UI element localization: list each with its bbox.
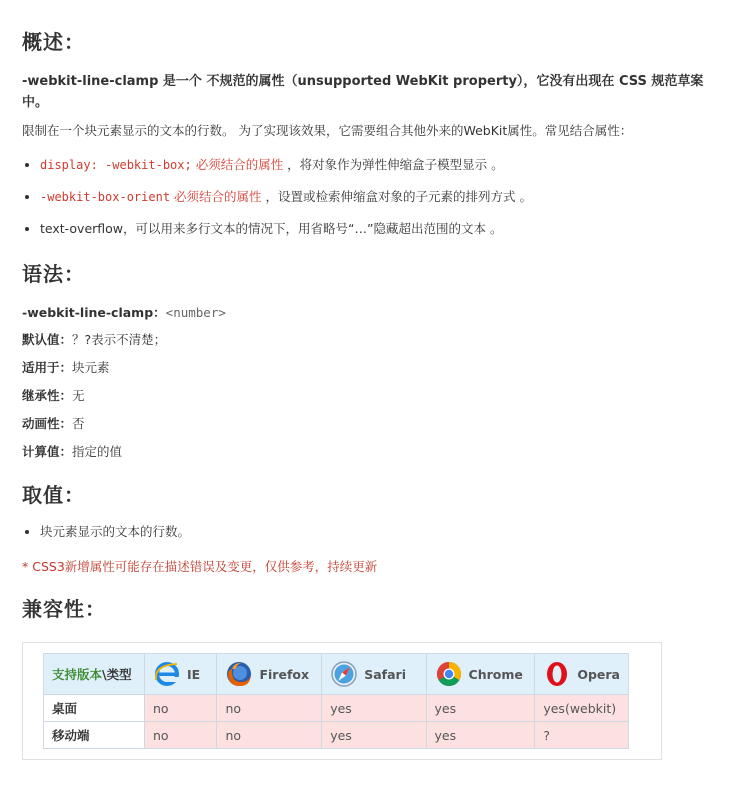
overview-list <box>22 149 722 244</box>
row-label: 适用于： <box>22 360 73 375</box>
table-header-row <box>44 654 629 695</box>
required-note: 必须结合的属性 <box>191 157 288 172</box>
table-cell: yes <box>426 722 535 749</box>
values-heading: 取值： <box>22 483 85 507</box>
header-version-type <box>44 654 145 695</box>
row-value: 否 <box>72 416 85 431</box>
table-row <box>44 695 629 722</box>
computed-value-row <box>22 443 722 461</box>
table-cell: yes <box>322 722 426 749</box>
browser-name: Firefox <box>259 666 310 682</box>
row-label: 动画性： <box>22 416 73 431</box>
row-value: ？?表示不清楚； <box>72 332 167 347</box>
item-text: ，将对象作为弹性伸缩盒子模型显示 。 <box>287 157 504 172</box>
table-cell: yes <box>322 695 426 722</box>
row-value: 指定的值 <box>72 444 123 459</box>
compat-table <box>43 653 629 749</box>
opera-icon <box>543 660 571 688</box>
code-snippet: -webkit-box-orient <box>40 190 171 204</box>
table-cell: ? <box>535 722 629 749</box>
overview-lead: -webkit-line-clamp 是一个 不规范的属性（unsupported WebKit property），它没有出现在 CSS 规范草案中。 <box>22 74 704 110</box>
safari-icon <box>330 660 358 688</box>
overview-heading: 概述： <box>22 30 85 54</box>
overview-desc: 限制在一个块元素显示的文本的行数。 为了实现该效果，它需要组合其他外来的WebKit属性。常见结合属性： <box>22 123 633 138</box>
browser-name: Opera <box>577 666 620 682</box>
table-cell: yes(webkit) <box>535 695 629 722</box>
header-ie <box>144 654 217 695</box>
row-label: 继承性： <box>22 388 73 403</box>
syntax-line <box>22 303 722 321</box>
browser-name: IE <box>186 666 201 682</box>
header-type: \类型 <box>102 667 132 682</box>
item-text: ，设置或检索伸缩盒对象的子元素的排列方式 。 <box>265 189 532 204</box>
browser-name: Chrome <box>468 666 523 682</box>
code-snippet: display: -webkit-box; <box>40 158 192 172</box>
table-cell: no <box>144 722 217 749</box>
list-item <box>40 213 722 244</box>
syntax-property: -webkit-line-clamp： <box>22 305 166 320</box>
row-value: 块元素 <box>72 360 110 375</box>
ie-icon <box>153 660 181 688</box>
item-text: text-overflow，可以用来多行文本的情况下，用省略号“…”隐藏超出范围的文本 。 <box>40 221 503 236</box>
row-label: 计算值： <box>22 444 73 459</box>
inherited-row <box>22 387 722 405</box>
update-note: * CSS3新增属性可能存在描述错误及变更，仅供参考，持续更新 <box>22 559 378 574</box>
row-label: 移动端 <box>44 722 145 749</box>
syntax-value: <number> <box>165 305 226 320</box>
row-label: 桌面 <box>44 695 145 722</box>
list-item: • 块元素显示的文本的行数。 <box>40 516 722 547</box>
list-item <box>40 181 722 213</box>
required-note: 必须结合的属性 <box>170 189 266 204</box>
header-firefox <box>217 654 322 695</box>
animatable-row <box>22 415 722 433</box>
firefox-icon <box>225 660 253 688</box>
table-cell: no <box>144 695 217 722</box>
table-row <box>44 722 629 749</box>
syntax-heading: 语法： <box>22 262 85 286</box>
default-value-row <box>22 331 722 349</box>
row-value: 无 <box>72 388 85 403</box>
table-cell: yes <box>426 695 535 722</box>
compat-heading: 兼容性： <box>22 597 106 621</box>
table-cell: no <box>217 722 322 749</box>
row-label: 默认值： <box>22 332 73 347</box>
header-chrome <box>426 654 535 695</box>
values-list <box>22 516 722 547</box>
header-safari <box>322 654 426 695</box>
header-version: 支持版本 <box>52 667 103 682</box>
table-cell: no <box>217 695 322 722</box>
header-opera <box>535 654 629 695</box>
compat-table-frame <box>22 642 662 760</box>
chrome-icon <box>435 660 463 688</box>
applies-to-row <box>22 359 722 377</box>
list-item <box>40 149 722 181</box>
browser-name: Safari <box>364 666 406 682</box>
